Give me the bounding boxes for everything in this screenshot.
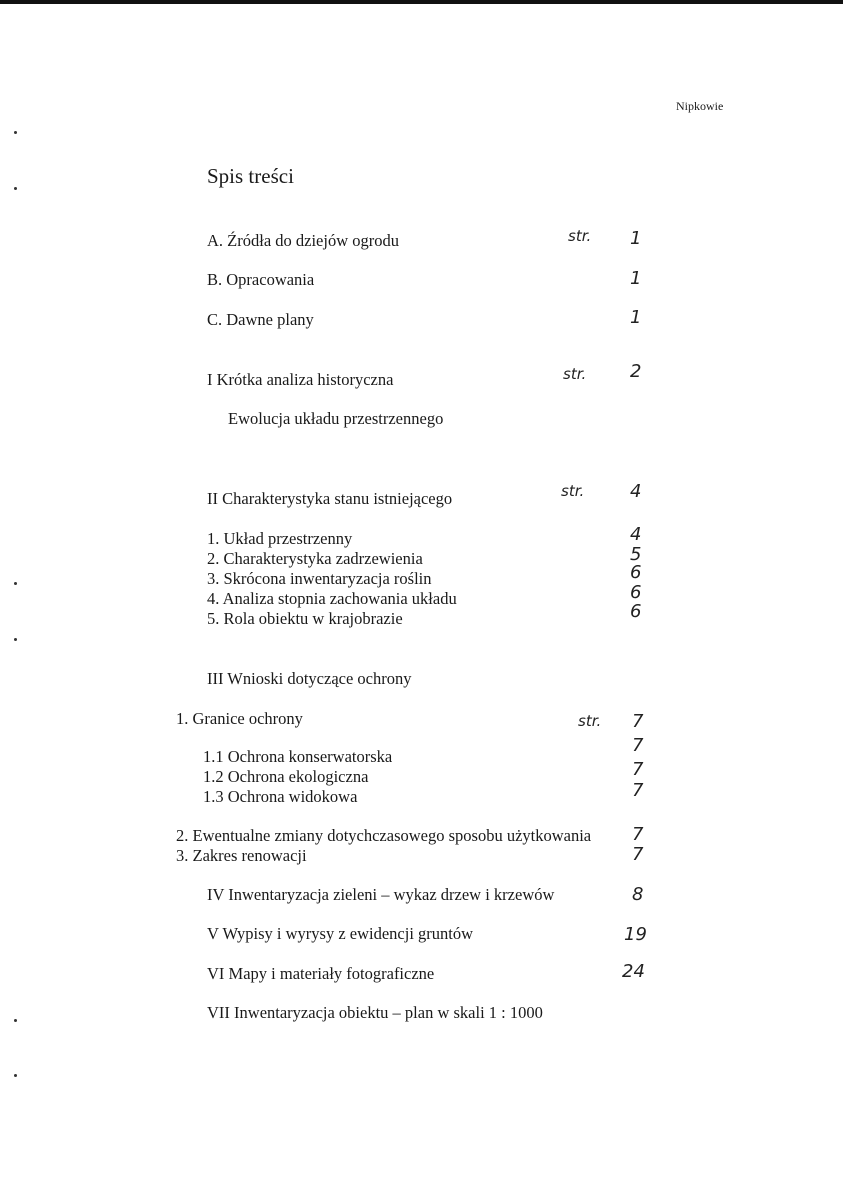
toc-section-1: I Krótka analiza historyczna xyxy=(207,370,394,389)
handwritten-str-label: str. xyxy=(568,227,592,245)
toc-subentry: 2. Ewentualne zmiany dotychczasowego sposobu użytkowania xyxy=(176,826,592,845)
scan-speck xyxy=(14,131,17,134)
scan-speck xyxy=(14,187,17,190)
handwritten-page-number: 1 xyxy=(630,228,642,249)
header-note: Nipkowie xyxy=(676,99,724,113)
handwritten-page-number: 6 xyxy=(630,582,642,603)
handwritten-page-number: 1 xyxy=(630,268,642,289)
handwritten-page-number: 7 xyxy=(632,844,644,865)
handwritten-page-number: 6 xyxy=(630,562,642,583)
toc-section-6: VI Mapy i materiały fotograficzne xyxy=(207,964,435,983)
handwritten-page-number: 6 xyxy=(630,601,642,622)
handwritten-page-number: 4 xyxy=(630,481,642,502)
handwritten-page-number: 7 xyxy=(632,735,644,756)
toc-entry-sources-a: A. Źródła do dziejów ogrodu xyxy=(207,231,399,250)
scan-speck xyxy=(14,1074,17,1077)
handwritten-page-number: 7 xyxy=(632,759,644,780)
toc-section-7: VII Inwentaryzacja obiektu – plan w skali 1 : 1000 xyxy=(207,1003,543,1022)
handwritten-page-number: 7 xyxy=(632,824,644,845)
toc-subentry: 3. Skrócona inwentaryzacja roślin xyxy=(207,569,432,588)
handwritten-str-label: str. xyxy=(561,482,585,500)
toc-subentry: 4. Analiza stopnia zachowania układu xyxy=(207,589,457,608)
toc-subentry: 3. Zakres renowacji xyxy=(176,846,307,865)
handwritten-page-number: 4 xyxy=(630,524,642,545)
toc-subentry: 1.3 Ochrona widokowa xyxy=(203,787,358,806)
toc-entry-sources-b: B. Opracowania xyxy=(207,270,315,289)
handwritten-page-number: 2 xyxy=(630,361,642,382)
toc-section-1-sub: Ewolucja układu przestrzennego xyxy=(228,409,444,428)
toc-section-4: IV Inwentaryzacja zieleni – wykaz drzew i krzewów xyxy=(207,885,555,904)
toc-section-5: V Wypisy i wyrysy z ewidencji gruntów xyxy=(207,924,474,943)
handwritten-str-label: str. xyxy=(578,712,602,730)
handwritten-page-number: 24 xyxy=(622,961,645,982)
toc-subentry: 1. Granice ochrony xyxy=(176,709,303,728)
handwritten-page-number: 7 xyxy=(632,780,644,801)
handwritten-str-label: str. xyxy=(563,365,587,383)
handwritten-page-number: 1 xyxy=(630,307,642,328)
toc-entry-sources-c: C. Dawne plany xyxy=(207,310,314,329)
toc-subentry: 1. Układ przestrzenny xyxy=(207,529,353,548)
toc-subentry: 1.2 Ochrona ekologiczna xyxy=(203,767,369,786)
handwritten-page-number: 19 xyxy=(624,924,647,945)
handwritten-page-number: 5 xyxy=(630,544,642,565)
toc-section-2: II Charakterystyka stanu istniejącego xyxy=(207,489,453,508)
handwritten-page-number: 8 xyxy=(632,884,644,905)
toc-section-3: III Wnioski dotyczące ochrony xyxy=(207,669,412,688)
page-title: Spis treści xyxy=(207,164,294,188)
toc-subentry: 1.1 Ochrona konserwatorska xyxy=(203,747,393,766)
scan-speck xyxy=(14,1019,17,1022)
scan-speck xyxy=(14,638,17,641)
handwritten-page-number: 7 xyxy=(632,711,644,732)
toc-subentry: 2. Charakterystyka zadrzewienia xyxy=(207,549,423,568)
toc-subentry: 5. Rola obiektu w krajobrazie xyxy=(207,609,403,628)
scan-speck xyxy=(14,582,17,585)
